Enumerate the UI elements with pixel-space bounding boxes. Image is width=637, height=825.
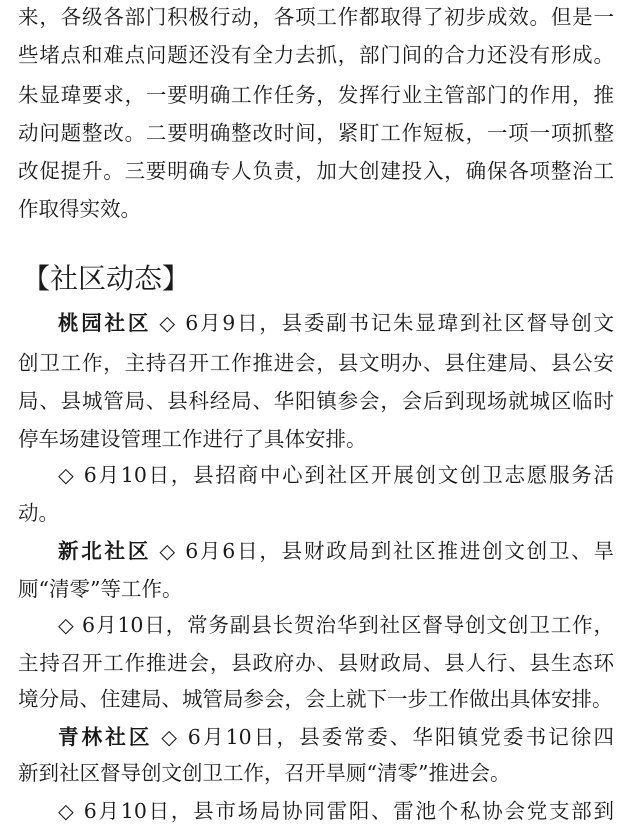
intro-line-2: 些堵点和难点问题还没有全力去抓，部门间的合力还没有形成。 [18,44,614,67]
xinbei-item2-line-3: 境分局、住建局、城管局参会，会上就下一步工作做出具体安排。 [18,688,613,711]
intro-line-3: 朱显瑋要求，一要明确工作任务，发挥行业主管部门的作用，推 [18,84,614,107]
xinbei-item1-text: ◇ 6月6日，县财政局到社区推进创文创卫、旱 [151,540,614,563]
community-name-taoyuan: 桃园社区 [58,312,152,335]
taoyuan-item2-first-line: ◇ 6月10日，县招商中心到社区开展创文创卫志愿服务活 [58,464,614,487]
taoyuan-item2-line-2: 动。 [18,502,59,525]
qinglin-item1-first-line [58,726,614,750]
section-title: 【社区动态】 [22,262,191,295]
taoyuan-item1-line-2: 创卫工作，主持召开工作推进会，县文明办、县住建局、县公安 [18,352,614,375]
xinbei-item2-first-line: ◇ 6月10日，常务副县长贺治华到社区督导创文创卫工作， [58,614,614,637]
qinglin-item1-line-2: 新到社区督导创文创卫工作，召开旱厕“清零”推进会。 [18,762,511,785]
taoyuan-item1-line-4: 停车场建设管理工作进行了具体安排。 [18,428,367,451]
xinbei-item1-line-2: 厕“清零”等工作。 [18,578,183,601]
intro-line-4: 动问题整改。二要明确整改时间，紧盯工作短板，一项一项抓整 [18,122,614,145]
taoyuan-item1-first-line [58,312,614,336]
community-name-xinbei: 新北社区 [58,540,152,563]
intro-line-1: 来，各级各部门积极行动，各项工作都取得了初步成效。但是一 [18,6,614,29]
qinglin-item1-text: ◇ 6月10日，县委常委、华阳镇党委书记徐四 [152,726,614,749]
intro-line-6: 作取得实效。 [18,198,141,221]
qinglin-item2-first-line: ◇ 6月10日，县市场局协同雷阳、雷池个私协会党支部到 [58,800,614,823]
taoyuan-item1-line-3: 局、县城管局、县科经局、华阳镇参会，会后到现场就城区临时 [18,390,614,413]
community-name-qinglin: 青林社区 [58,726,153,749]
xinbei-item1-first-line [58,540,614,564]
xinbei-item2-line-2: 主持召开工作推进会，县政府办、县财政局、县人行、县生态环 [18,652,614,675]
intro-line-5: 改促提升。三要明确专人负责，加大创建投入，确保各项整治工 [18,160,614,183]
taoyuan-item1-text: ◇ 6月9日，县委副书记朱显瑋到社区督导创文 [151,312,614,335]
